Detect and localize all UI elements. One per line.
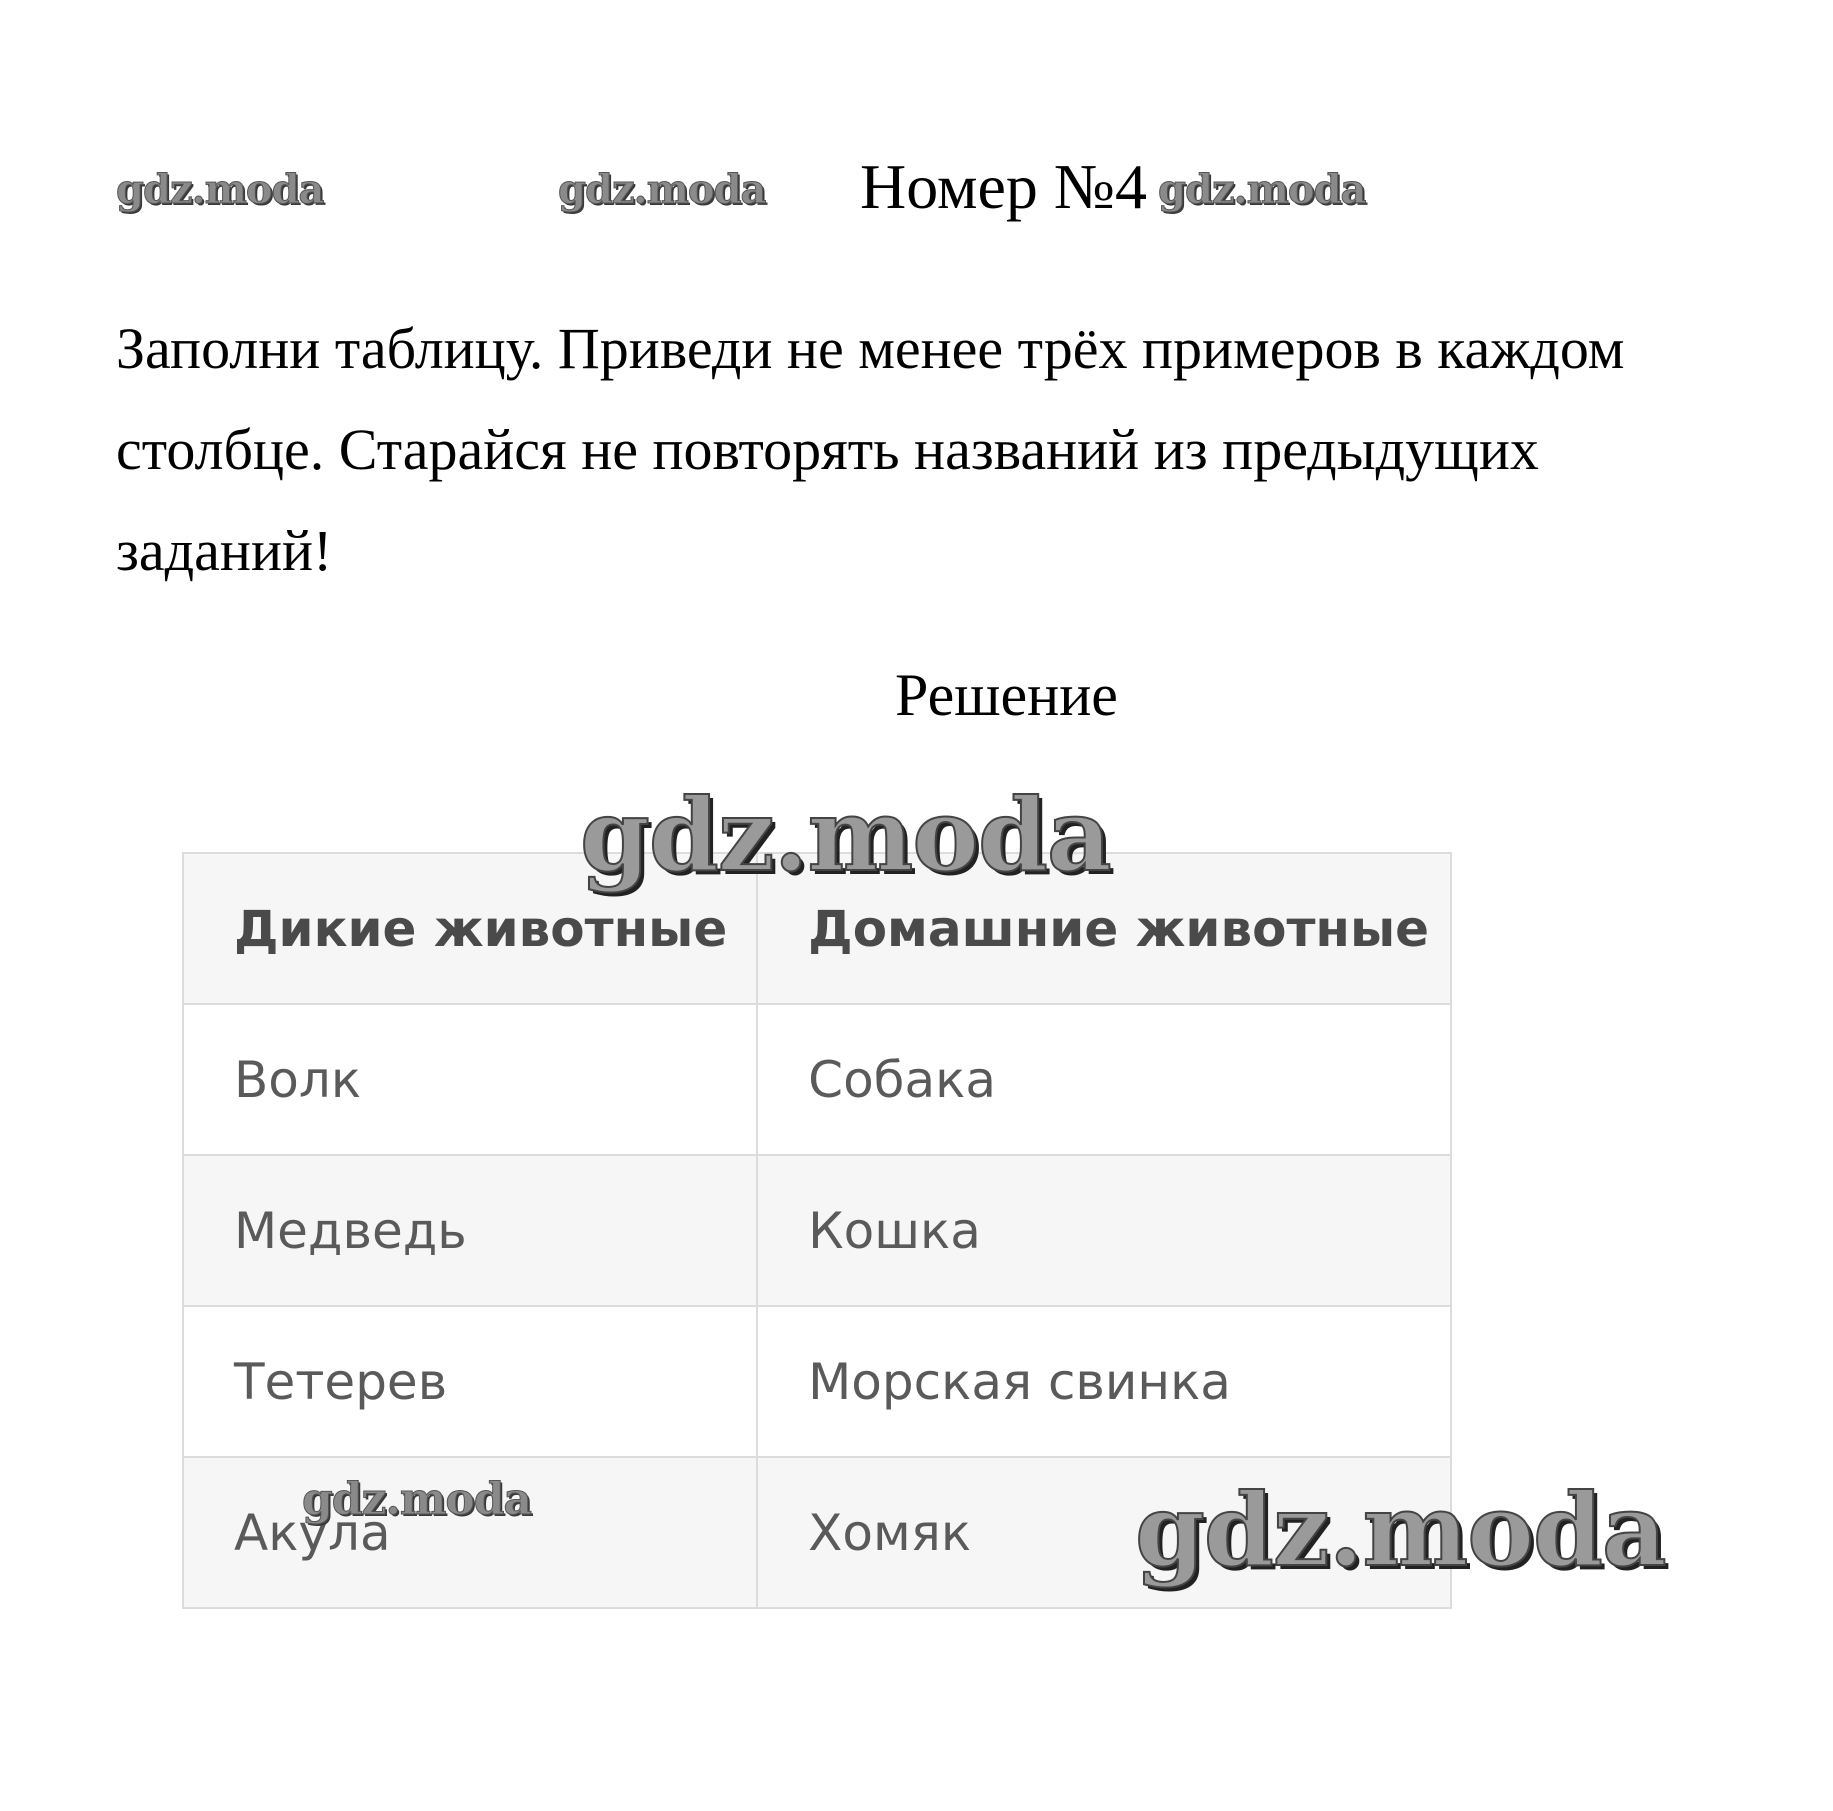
watermark: gdz.moda [116, 166, 324, 213]
table-cell: Медведь [183, 1155, 757, 1306]
table-cell: Тетерев [183, 1306, 757, 1457]
header-domestic-animals: Домашние животные [757, 853, 1451, 1004]
task-text: Заполни таблицу. Приведи не менее трёх примеров в каждом столбце. Старайся не повторять названий из предыдущих заданий! [116, 316, 1625, 583]
table-cell: Акула [183, 1457, 757, 1608]
table-cell: Хомяк [757, 1457, 1451, 1608]
table-cell: Собака [757, 1004, 1451, 1155]
table-row [183, 1306, 1451, 1457]
watermark: gdz.moda [580, 776, 1111, 894]
page-title: Номер №4 [860, 151, 1147, 222]
table-cell: Кошка [757, 1155, 1451, 1306]
watermark: gdz.moda [1135, 1471, 1666, 1589]
table-cell: Морская свинка [757, 1306, 1451, 1457]
table-cell: Волк [183, 1004, 757, 1155]
table-row [183, 1155, 1451, 1306]
table-row [183, 1004, 1451, 1155]
solution-label: Решение [895, 662, 1118, 728]
watermark: gdz.moda [302, 1474, 532, 1525]
watermark: gdz.moda [1158, 166, 1366, 213]
watermark: gdz.moda [558, 166, 766, 213]
header-wild-animals: Дикие животные [183, 853, 757, 1004]
